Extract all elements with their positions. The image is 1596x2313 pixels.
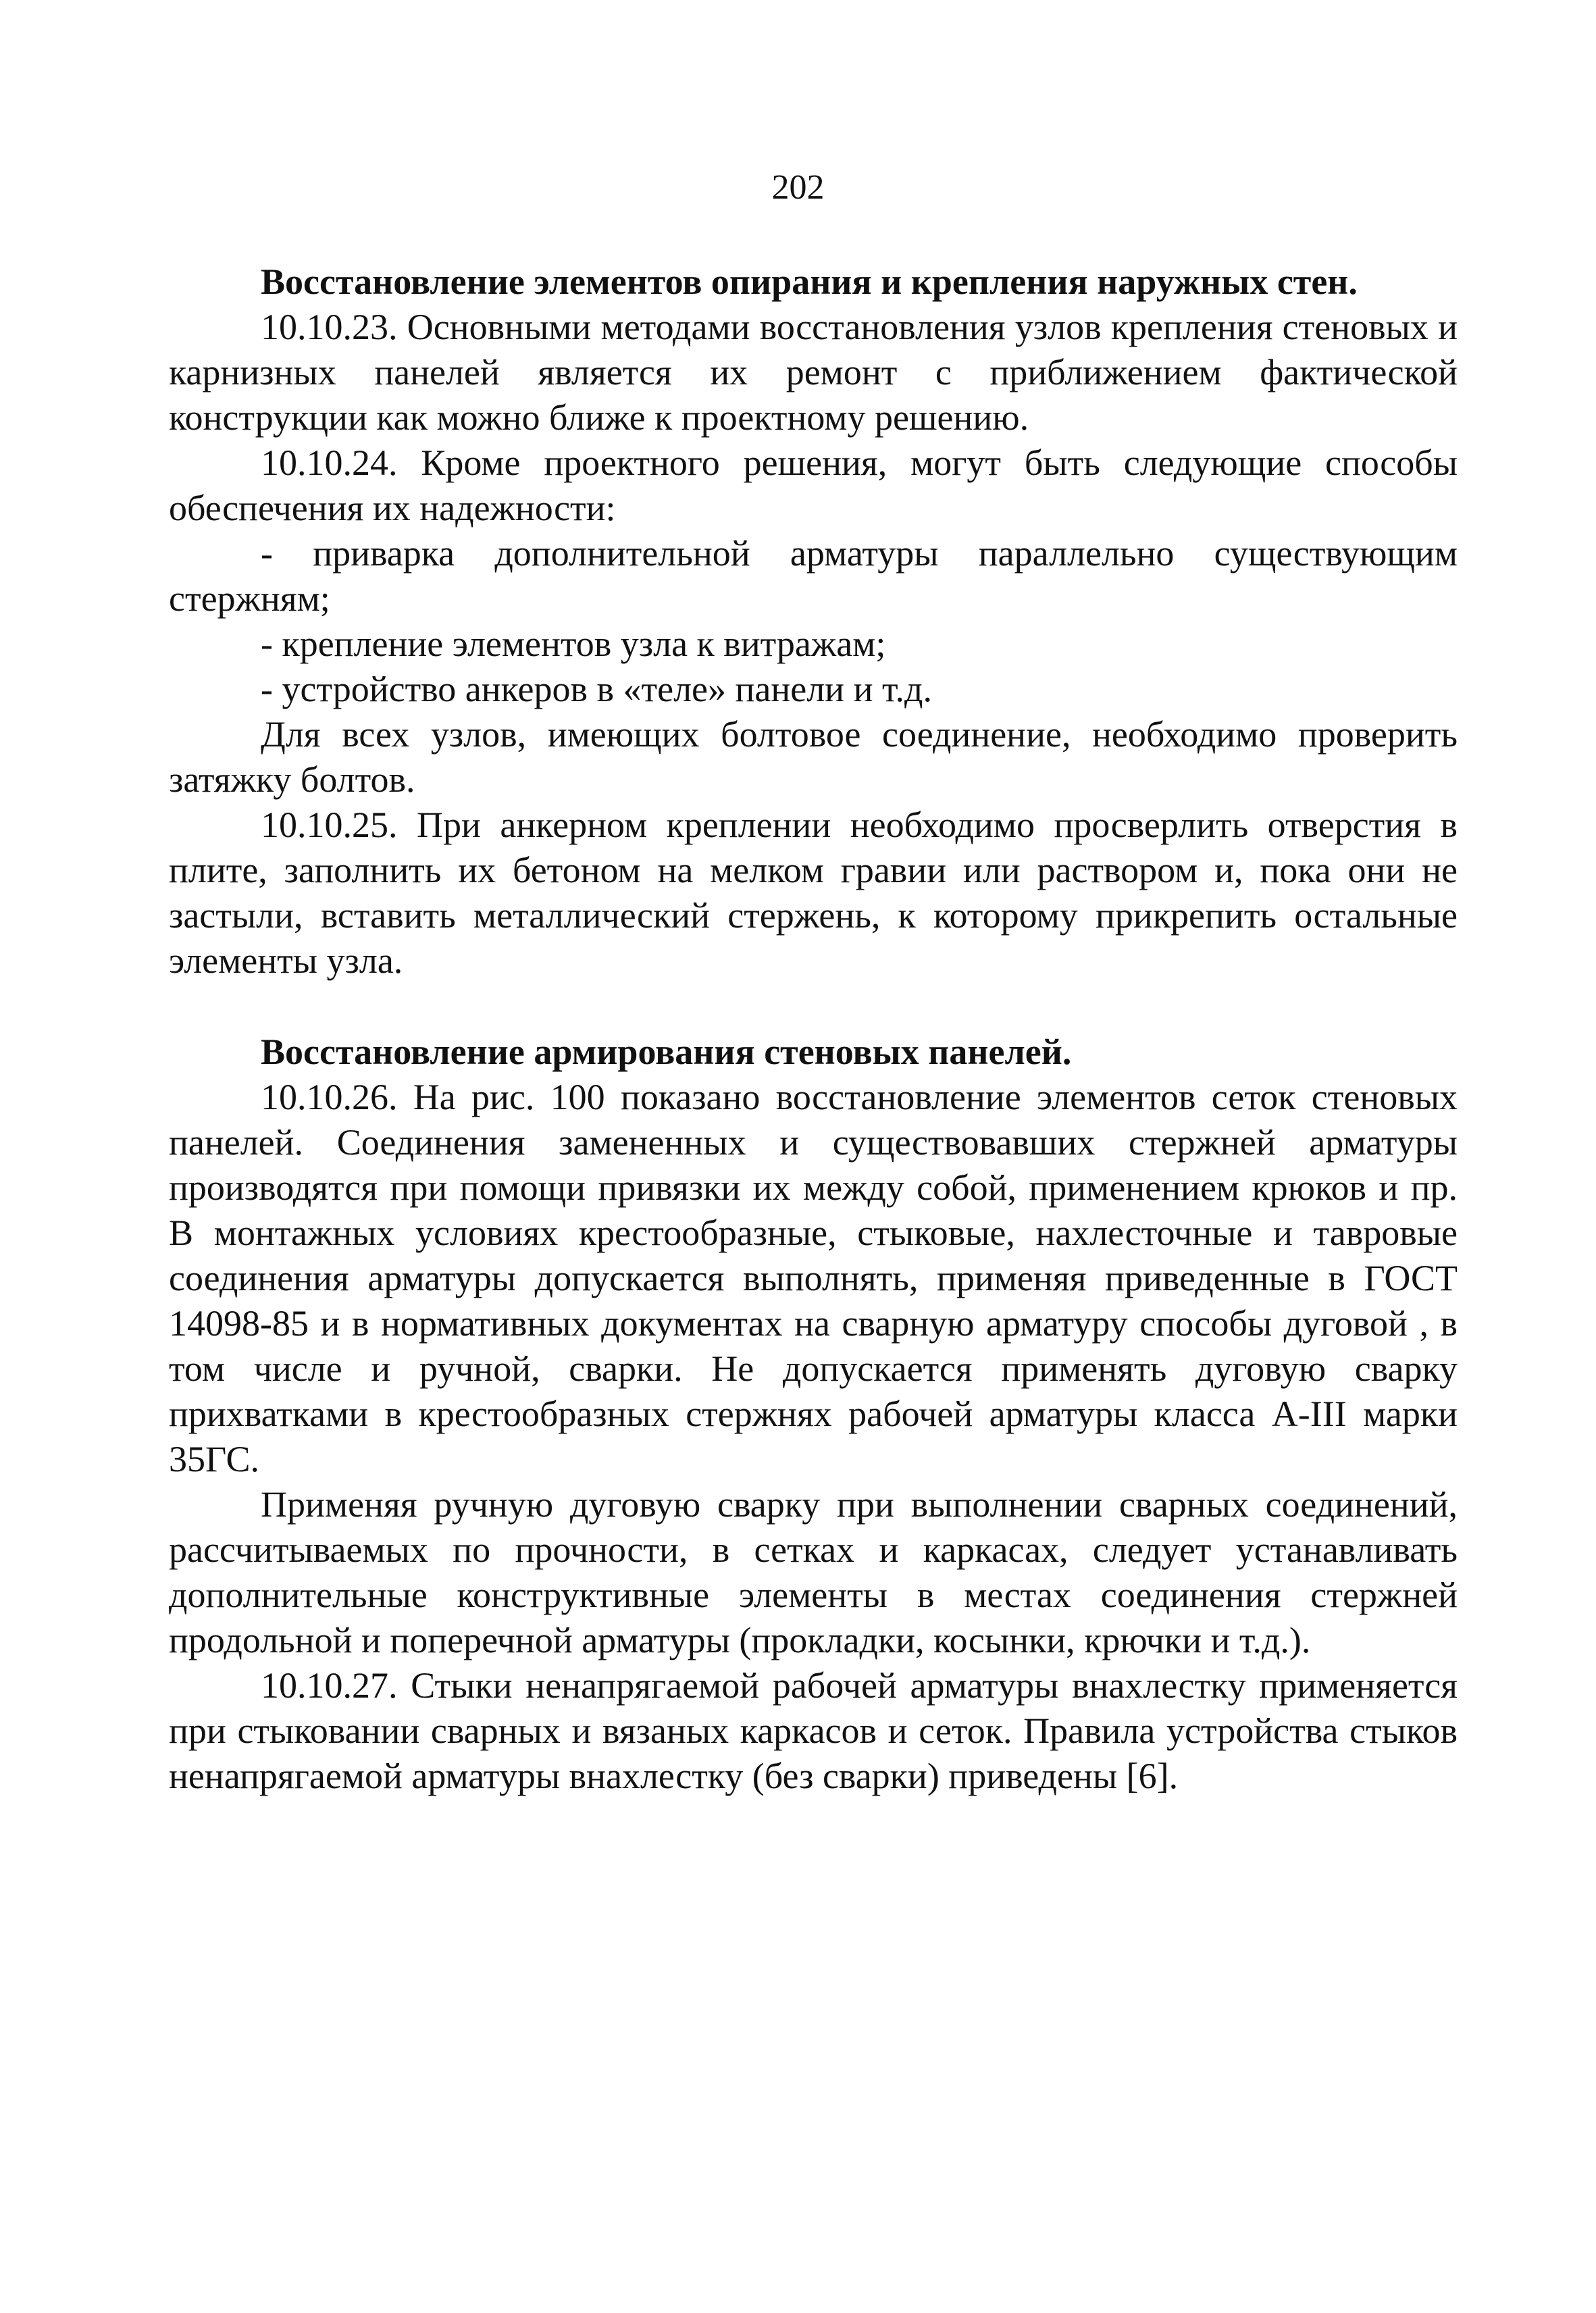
page-content (169, 259, 1458, 1799)
list-item-welding: - приварка дополнительной арматуры параллельно существующим стержням; (169, 533, 1458, 619)
paragraph-10-10-27: 10.10.27. Стыки ненапрягаемой рабочей арматуры внахлестку применяется при стыковании сварных и вязаных каркасов и сеток. Правила устройства стыков ненапрягаемой арматуры внахлестку (без сварки) приведены [6]. (169, 1665, 1458, 1796)
paragraph-bolt-check: Для всех узлов, имеющих болтовое соединение, необходимо проверить затяжку болтов. (169, 714, 1458, 800)
paragraph-10-10-26: 10.10.26. На рис. 100 показано восстановление элементов сеток стеновых панелей. Соединения замененных и существовавших стержней арматуры производятся при помощи привязки их между собой, применением крюков и пр. В монтажных условиях крестообразные, стыковые, нахлесточные и тавровые соединения арматуры допускается выполнять, применяя приведенные в ГОСТ 14098-85 и в нормативных документах на сварную арматуру способы дуговой , в том числе и ручной, сварки. Не допускается применять дуговую сварку прихватками в крестообразных стержнях рабочей арматуры класса А-III марки 35ГС. (169, 1077, 1458, 1479)
paragraph-manual-welding: Применяя ручную дуговую сварку при выполнении сварных соединений, рассчитываемых по прочности, в сетках и каркасах, следует устанавливать дополнительные конструктивные элементы в местах соединения стержней продольной и поперечной арматуры (прокладки, косынки, крючки и т.д.). (169, 1484, 1458, 1660)
paragraph-10-10-24: 10.10.24. Кроме проектного решения, могут быть следующие способы обеспечения их надежности: (169, 442, 1458, 528)
page-number: 202 (771, 168, 825, 207)
section-heading-reinforcement: Восстановление армирования стеновых панелей. (261, 1032, 1072, 1072)
list-item-fastening: - крепление элементов узла к витражам; (261, 624, 886, 664)
list-item-anchors: - устройство анкеров в «теле» панели и т.д. (261, 669, 932, 709)
paragraph-10-10-23: 10.10.23. Основными методами восстановления узлов крепления стеновых и карнизных панелей является их ремонт с приближением фактической конструкции как можно ближе к проектному решению. (169, 307, 1458, 438)
paragraph-10-10-25: 10.10.25. При анкерном креплении необходимо просверлить отверстия в плите, заполнить их бетоном на мелком гравии или раствором и, пока они не застыли, вставить металлический стержень, к которому прикрепить остальные элементы узла. (169, 805, 1458, 981)
section-heading-wall-supports: Восстановление элементов опирания и крепления наружных стен. (261, 261, 1358, 302)
